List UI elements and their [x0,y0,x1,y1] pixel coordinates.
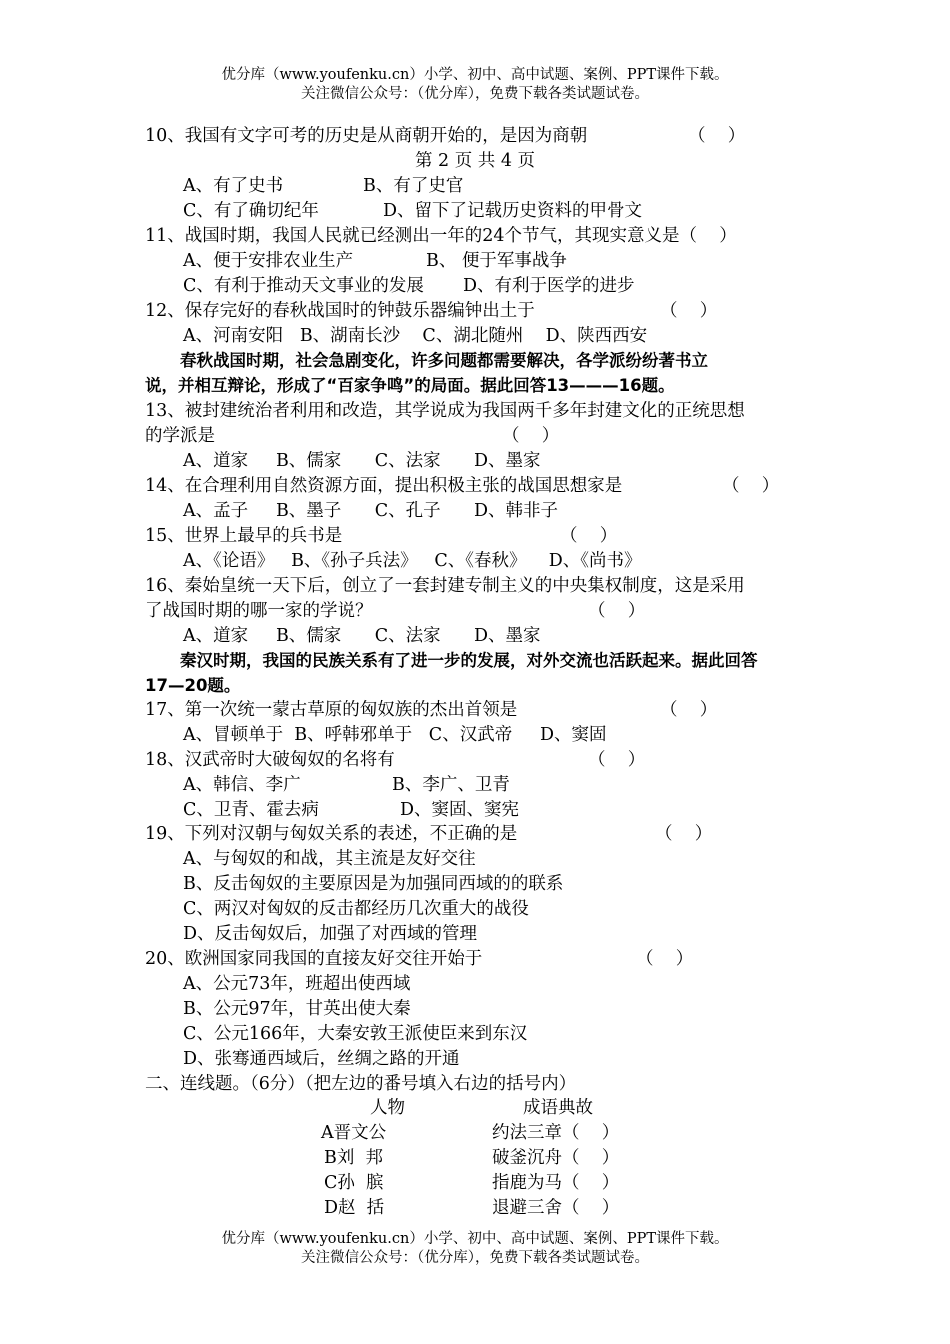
match-person: C孙 膑 [324,1173,384,1193]
q12-options: A、河南安阳 B、湖南长沙 C、湖北随州 D、陕西西安 [183,326,648,346]
q20-answer-paren: （ ） [636,949,694,969]
q12-stem: 12、保存完好的春秋战国时的钟鼓乐器编钟出土于 [145,301,535,321]
q15-options: A、《论语》 B、《孙子兵法》 C、《春秋》 D、《尚书》 [183,551,642,571]
q19-option-b: B、反击匈奴的主要原因是为加强同西域的的联系 [183,874,564,894]
q18-option-a: A、韩信、李广 [183,775,301,795]
q18-option-d: D、窦固、窦宪 [400,800,520,820]
footer-line-2: 关注微信公众号：（优分库），免费下载各类试题试卷。 [301,1250,649,1266]
q14-options: A、孟子 B、墨子 C、孔子 D、韩非子 [183,501,558,521]
q17-answer-paren: （ ） [660,700,718,720]
q19-option-a: A、与匈奴的和战，其主流是友好交往 [183,849,476,869]
q20-option-a: A、公元73年，班超出使西域 [183,974,411,994]
q20-stem: 20、欧洲国家同我国的直接友好交往开始于 [145,949,483,969]
q20-option-b: B、公元97年，甘英出使大秦 [183,999,411,1019]
section-intro-2-line-2: 17—20题。 [145,676,241,695]
q16-stem-line-2: 了战国时期的哪一家的学说？ [145,601,373,621]
q17-stem: 17、第一次统一蒙古草原的匈奴族的杰出首领是 [145,700,518,720]
section-intro-1-line-1: 春秋战国时期，社会急剧变化，许多问题都需要解决，各学派纷纷著书立 [180,351,708,370]
q19-answer-paren: （ ） [655,824,713,844]
match-right-header: 成语典故 [523,1098,593,1118]
q10-answer-paren: （ ） [688,126,746,146]
header-line-1: 优分库（www.youfenku.cn）小学、初中、高中试题、案例、PPT课件下载。 [221,67,729,83]
q18-option-c: C、卫青、霍去病 [183,800,319,820]
q10-option-a: A、有了史书 [183,176,284,196]
q10-option-d: D、留下了记载历史资料的甲骨文 [383,201,643,221]
q13-answer-paren: （ ） [502,426,560,446]
q17-options: A、冒顿单于 B、呼韩邪单于 C、汉武帝 D、窦固 [183,725,607,745]
q12-answer-paren: （ ） [660,301,718,321]
footer-line-1: 优分库（www.youfenku.cn）小学、初中、高中试题、案例、PPT课件下载。 [221,1231,729,1247]
q10-option-b: B、有了史官 [363,176,464,196]
q19-stem: 19、下列对汉朝与匈奴关系的表述，不正确的是 [145,824,518,844]
q18-answer-paren: （ ） [588,750,646,770]
q16-stem-line-1: 16、秦始皇统一天下后，创立了一套封建专制主义的中央集权制度，这是采用 [145,576,745,596]
q14-stem: 14、在合理利用自然资源方面，提出积极主张的战国思想家是 [145,476,623,496]
match-idiom: 破釜沉舟（ ） [492,1148,620,1168]
q13-options: A、道家 B、儒家 C、法家 D、墨家 [183,451,541,471]
section-intro-2-line-1: 秦汉时期，我国的民族关系有了进一步的发展，对外交流也活跃起来。据此回答 [180,651,758,670]
section-2-title: 二、连线题。（6分）（把左边的番号填入右边的括号内） [145,1074,577,1094]
q11-option-b: B、 便于军事战争 [426,251,567,271]
q18-option-b: B、李广、卫青 [392,775,510,795]
match-idiom: 退避三舍（ ） [492,1198,620,1218]
match-person: A晋文公 [321,1123,387,1143]
match-left-header: 人物 [370,1098,405,1118]
q18-stem: 18、汉武帝时大破匈奴的名将有 [145,750,395,770]
q11-option-c: C、有利于推动天文事业的发展 [183,276,424,296]
q13-stem-line-2: 的学派是 [145,426,215,446]
q15-stem: 15、世界上最早的兵书是 [145,526,343,546]
q10-stem: 10、我国有文字可考的历史是从商朝开始的，是因为商朝 [145,126,588,146]
q19-option-d: D、反击匈奴后，加强了对西域的管理 [183,924,478,944]
q20-option-c: C、公元166年，大秦安敦王派使臣来到东汉 [183,1024,528,1044]
q14-answer-paren: （ ） [722,476,780,496]
page-number-label: 第 2 页 共 4 页 [414,151,536,171]
q19-option-c: C、两汉对匈奴的反击都经历几次重大的战役 [183,899,529,919]
section-intro-1-line-2: 说，并相互辩论，形成了“百家争鸣”的局面。据此回答13———16题。 [145,376,675,395]
match-person: D赵 括 [324,1198,385,1218]
q11-option-d: D、有利于医学的进步 [463,276,635,296]
q13-stem-line-1: 13、被封建统治者利用和改造，其学说成为我国两千多年封建文化的正统思想 [145,401,745,421]
match-idiom: 约法三章（ ） [492,1123,620,1143]
match-person: B刘 邦 [324,1148,383,1168]
q10-option-c: C、有了确切纪年 [183,201,319,221]
q20-option-d: D、张骞通西域后，丝绸之路的开通 [183,1049,460,1069]
q16-answer-paren: （ ） [588,601,646,621]
q11-stem: 11、战国时期，我国人民就已经测出一年的24个节气，其现实意义是（ ） [145,226,737,246]
q16-options: A、道家 B、儒家 C、法家 D、墨家 [183,626,541,646]
q11-option-a: A、便于安排农业生产 [183,251,354,271]
match-idiom: 指鹿为马（ ） [492,1173,620,1193]
q15-answer-paren: （ ） [560,526,618,546]
header-line-2: 关注微信公众号：（优分库），免费下载各类试题试卷。 [301,86,649,102]
